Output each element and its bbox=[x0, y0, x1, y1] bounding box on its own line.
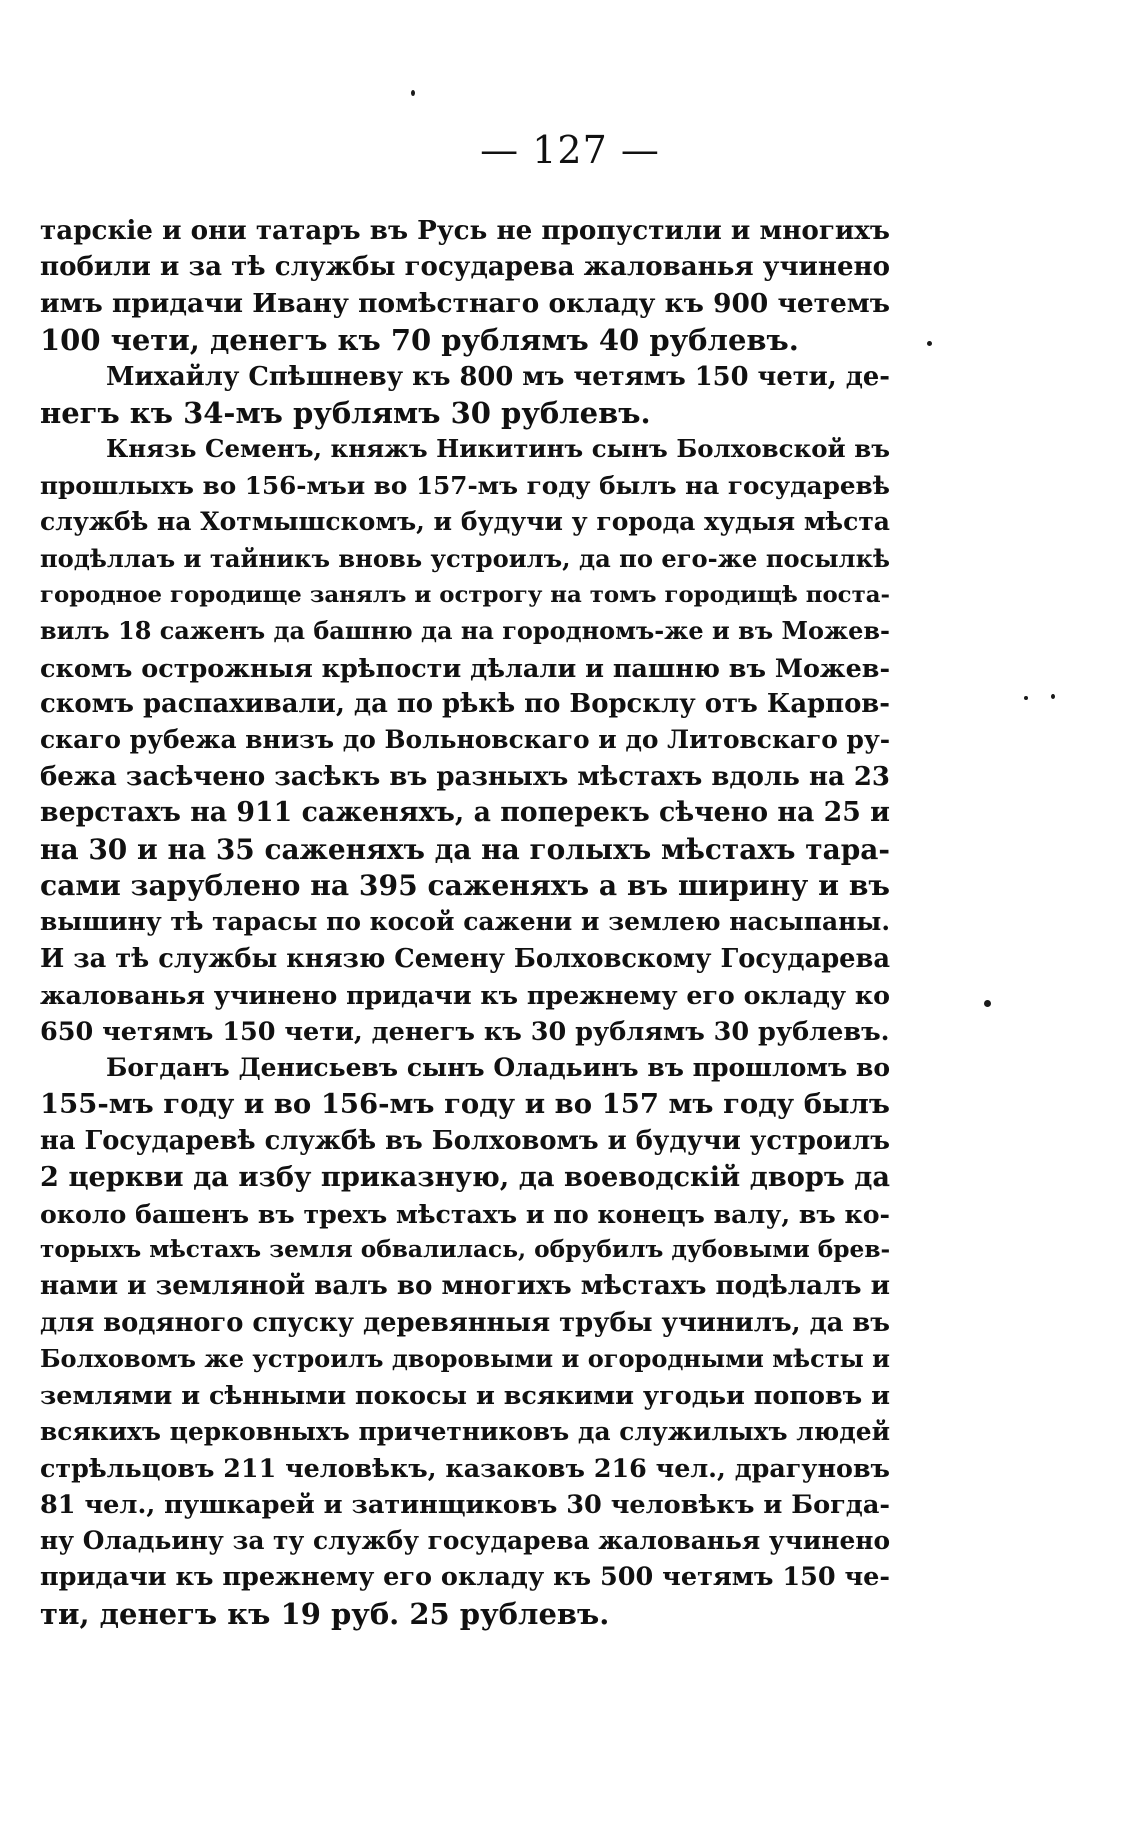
text-line: скомъ распахивали, да по рѣкѣ по Ворсклу отъ Карпов- bbox=[40, 689, 890, 720]
text-line: 100 чети, денегъ къ 70 рублямъ 40 рублевъ. bbox=[40, 323, 799, 358]
text-line: землями и сѣнными покосы и всякими угодьи поповъ и bbox=[40, 1380, 890, 1411]
text-line: бежа засѣчено засѣкъ въ разныхъ мѣстахъ вдоль на 23 bbox=[40, 761, 890, 792]
text-line: вышину тѣ тарасы по косой сажени и землею насыпаны. bbox=[40, 907, 890, 937]
text-line: 650 четямъ 150 чети, денегъ къ 30 рублямъ 30 рублевъ. bbox=[40, 1016, 890, 1047]
text-line: службѣ на Хотмышскомъ, и будучи у города худыя мѣста bbox=[40, 507, 890, 537]
text-line: 2 церкви да избу приказную, да воеводскій дворъ да bbox=[40, 1161, 890, 1194]
text-line: на Государевѣ службѣ въ Болховомъ и будучи устроилъ bbox=[40, 1125, 890, 1156]
text-line: верстахъ на 911 саженяхъ, а поперекъ сѣчено на 25 и bbox=[40, 797, 890, 829]
text-line: торыхъ мѣстахъ земля обвалилась, обрубилъ дубовыми брев- bbox=[40, 1235, 891, 1263]
ink-speck bbox=[984, 1000, 991, 1007]
text-line: Болховомъ же устроилъ дворовыми и огородными мѣсты и bbox=[40, 1344, 890, 1374]
text-line: Князь Семенъ, княжъ Никитинъ сынъ Болховской въ bbox=[106, 434, 890, 464]
body-text bbox=[40, 213, 890, 1632]
text-line: Михайлу Спѣшневу къ 800 мъ четямъ 150 чети, де- bbox=[106, 361, 890, 392]
text-line: прошлыхъ во 156-мъи во 157-мъ году былъ на государевѣ bbox=[40, 470, 890, 500]
text-line: тарскіе и они татаръ въ Русь не пропустили и многихъ bbox=[40, 215, 890, 246]
text-line: городное городище занялъ и острогу на томъ городищѣ поста- bbox=[40, 581, 890, 608]
ink-speck bbox=[411, 90, 415, 96]
text-line: И за тѣ службы князю Семену Болховскому Государева bbox=[40, 943, 890, 974]
text-line: для водяного спуску деревянныя трубы учинилъ, да въ bbox=[40, 1307, 890, 1338]
text-line: 81 чел., пушкарей и затинщиковъ 30 человѣкъ и Богда- bbox=[40, 1489, 890, 1520]
text-line: ну Оладьину за ту службу государева жалованья учинено bbox=[40, 1526, 890, 1556]
text-line: вилъ 18 саженъ да башню да на городномъ-же и въ Можев- bbox=[40, 617, 890, 646]
ink-speck bbox=[1024, 696, 1028, 700]
text-line: всякихъ церковныхъ причетниковъ да служилыхъ людей bbox=[40, 1416, 890, 1446]
page-number: — 127 — bbox=[480, 128, 660, 172]
ink-speck bbox=[1051, 694, 1055, 699]
text-line: негъ къ 34-мъ рублямъ 30 рублевъ. bbox=[40, 395, 651, 430]
text-line: сами зарублено на 395 саженяхъ а въ ширину и въ bbox=[40, 869, 890, 903]
text-line: жалованья учинено придачи къ прежнему его окладу ко bbox=[40, 980, 890, 1011]
text-line: Богданъ Денисьевъ сынъ Оладьинъ въ прошломъ во bbox=[106, 1052, 890, 1082]
text-line: подѣллаъ и тайникъ вновь устроилъ, да по его-же посылкѣ bbox=[40, 543, 891, 573]
text-line: побили и за тѣ службы государева жалованья учинено bbox=[40, 252, 890, 283]
text-line: придачи къ прежнему его окладу къ 500 четямъ 150 че- bbox=[40, 1562, 890, 1593]
text-line: стрѣльцовъ 211 человѣкъ, казаковъ 216 чел., драгуновъ bbox=[40, 1453, 890, 1484]
text-line: имъ придачи Ивану помѣстнаго окладу къ 900 четемъ bbox=[40, 287, 890, 319]
ink-speck bbox=[927, 341, 932, 346]
text-line: 155-мъ году и во 156-мъ году и во 157 мъ году былъ bbox=[40, 1088, 890, 1121]
text-line: около башенъ въ трехъ мѣстахъ и по конецъ валу, въ ко- bbox=[40, 1198, 890, 1229]
text-line: нами и земляной валъ во многихъ мѣстахъ подѣлалъ и bbox=[40, 1270, 890, 1302]
text-line: на 30 и на 35 саженяхъ да на голыхъ мѣстахъ тара- bbox=[40, 832, 890, 866]
text-line: ти, денегъ къ 19 руб. 25 рублевъ. bbox=[40, 1596, 610, 1631]
text-line: скаго рубежа внизъ до Вольновскаго и до Литовскаго ру- bbox=[40, 725, 891, 755]
text-line: скомъ острожныя крѣпости дѣлали и пашню въ Можев- bbox=[40, 652, 890, 683]
